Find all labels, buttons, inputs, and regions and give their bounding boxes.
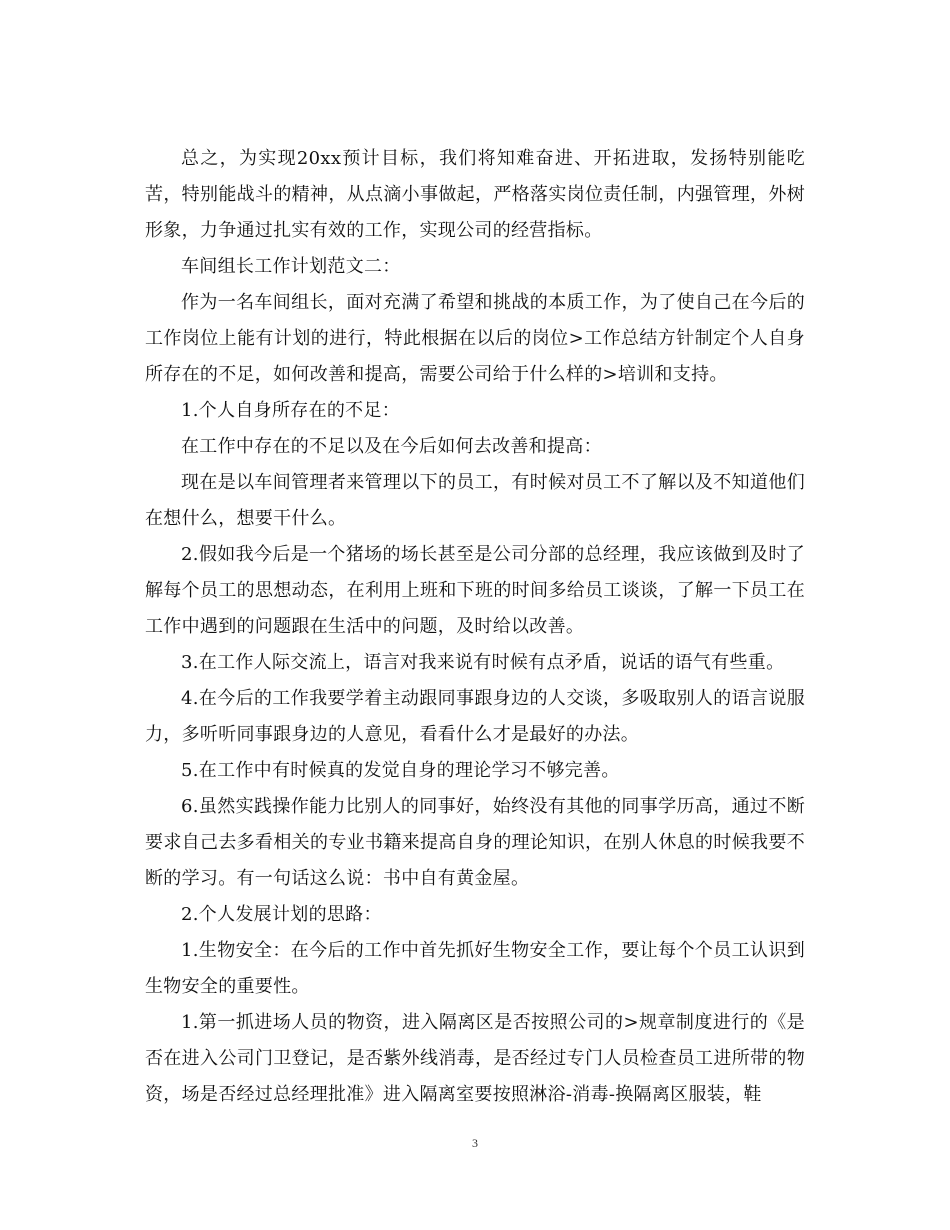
list-item: 1.第一抓进场人员的物资，进入隔离区是否按照公司的>规章制度进行的《是否在进入公司门卫登记，是否紫外线消毒，是否经过专门人员检查员工进所带的物资，场是否经过总经理批准》进入隔离室要按照淋浴-消毒-换隔离区服装，鞋 [145, 1012, 805, 1105]
list-item: 4.在今后的工作我要学着主动跟同事跟身边的人交谈，多吸取别人的语言说服力，多听听同事跟身边的人意见，看看什么才是最好的办法。 [145, 688, 805, 745]
paragraph: 在工作中存在的不足以及在今后如何去改善和提高： [181, 436, 602, 457]
section-heading: 车间组长工作计划范文二： [181, 256, 401, 277]
list-item: 5.在工作中有时候真的发觉自身的理论学习不够完善。 [181, 760, 620, 781]
list-heading: 1.个人自身所存在的不足： [181, 400, 401, 421]
paragraph: 现在是以车间管理者来管理以下的员工，有时候对员工不了解以及不知道他们在想什么，想要干什么。 [145, 472, 805, 529]
page-number: 3 [472, 1136, 478, 1150]
list-heading: 2.个人发展计划的思路： [181, 904, 382, 925]
list-item: 2.假如我今后是一个猪场的场长甚至是公司分部的总经理，我应该做到及时了解每个员工的思想动态，在利用上班和下班的时间多给员工谈谈，了解一下员工在工作中遇到的问题跟在生活中的问题，及时给以改善。 [145, 544, 805, 637]
paragraph: 作为一名车间组长，面对充满了希望和挑战的本质工作，为了使自己在今后的工作岗位上能有计划的进行，特此根据在以后的岗位>工作总结方针制定个人自身所存在的不足，如何改善和提高，需要公司给于什么样的>培训和支持。 [145, 292, 805, 385]
document-body [145, 141, 805, 1113]
list-item: 3.在工作人际交流上，语言对我来说有时候有点矛盾，说话的语气有些重。 [181, 652, 785, 673]
list-item: 6.虽然实践操作能力比别人的同事好，始终没有其他的同事学历高，通过不断要求自己去多看相关的专业书籍来提高自身的理论知识，在别人休息的时候我要不断的学习。有一句话这么说：书中自有黄金屋。 [145, 796, 805, 889]
paragraph: 总之，为实现20xx预计目标，我们将知难奋进、开拓进取，发扬特别能吃苦，特别能战斗的精神，从点滴小事做起，严格落实岗位责任制，内强管理，外树形象，力争通过扎实有效的工作，实现公司的经营指标。 [145, 148, 805, 241]
list-item: 1.生物安全：在今后的工作中首先抓好生物安全工作，要让每个个员工认识到生物安全的重要性。 [145, 940, 805, 997]
